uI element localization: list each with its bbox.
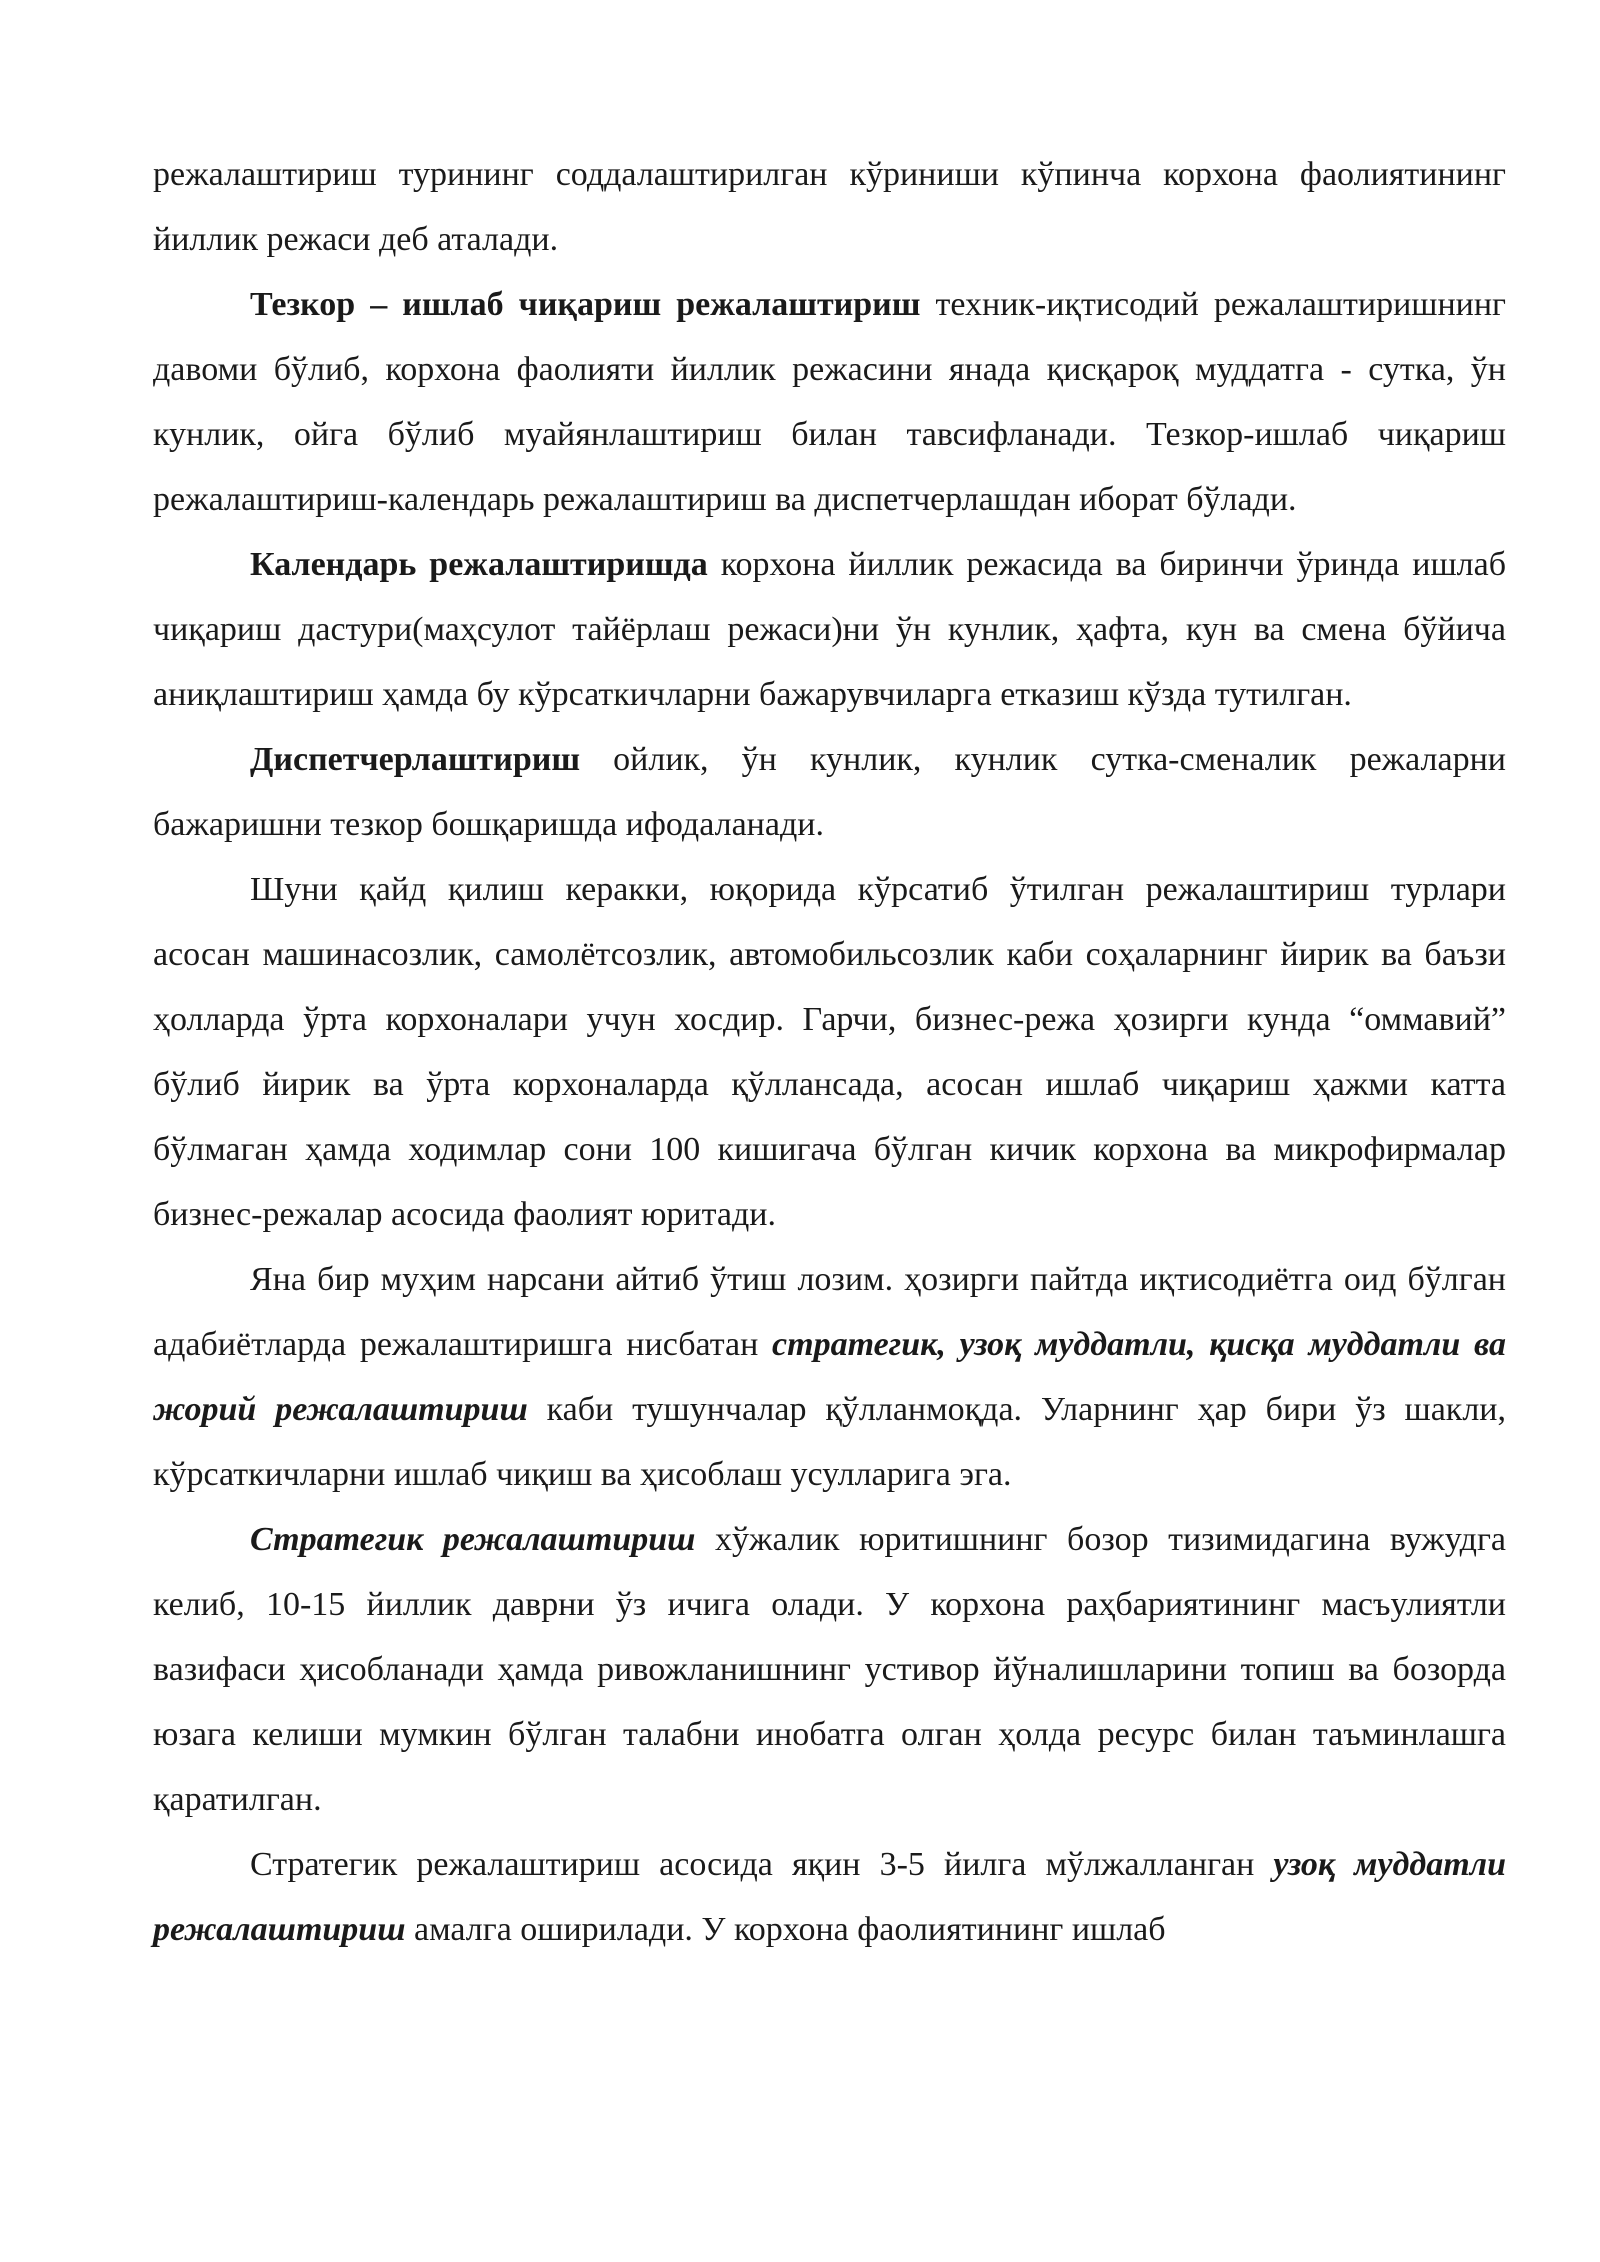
paragraph-text: корхона йиллик режасида ва биринчи ўринда ишлаб чиқариш дастури(маҳсулот тайёрлаш режаси)ни ўн кунлик, ҳафта, кун ва смена бўйича аниқлаштириш ҳамда бу кўрсаткичларни бажарувчиларга етказиш кўзда тутилган. (153, 546, 1506, 713)
paragraph-text: режалаштириш турининг соддалаштирилган кўриниши кўпинча корхона фаолиятининг йиллик режаси деб аталади. (153, 156, 1506, 258)
paragraph-text: Яна бир муҳим нарсани айтиб ўтиш лозим. ҳозирги пайтда иқтисодиётга оид бўлган адабиётларда режалаштиришга нисбатан (153, 1261, 1506, 1363)
term-bold-italic: стратегик, узоқ муддатли, қисқа муддатли ва жорий режалаштириш (153, 1326, 1506, 1428)
paragraph (153, 1507, 1506, 1832)
paragraph (153, 532, 1506, 727)
term-bold: Тезкор – ишлаб чиқариш режалаштириш (250, 286, 921, 323)
term-bold-italic: узоқ муддатли режалаштириш (153, 1846, 1506, 1948)
paragraph (153, 1832, 1506, 1962)
paragraph (153, 727, 1506, 857)
paragraph-text: Стратегик режалаштириш асосида яқин 3-5 йилга мўлжалланган (250, 1846, 1274, 1883)
paragraph-text: хўжалик юритишнинг бозор тизимидагина вужудга келиб, 10-15 йиллик даврни ўз ичига олади. У корхона раҳбариятининг масъулиятли вазифаси ҳисобланади ҳамда ривожланишнинг устивор йўналишларини топиш ва бозорда юзага келиши мумкин бўлган талабни инобатга олган ҳолда ресурс билан таъминлашга қаратилган. (153, 1521, 1506, 1818)
paragraph (153, 857, 1506, 1247)
paragraph-text: каби тушунчалар қўлланмоқда. Уларнинг ҳар бири ўз шакли, кўрсаткичларни ишлаб чиқиш ва ҳисоблаш усулларига эга. (153, 1391, 1506, 1493)
document-body (153, 142, 1506, 1962)
paragraph (153, 142, 1506, 272)
paragraph-text: амалга оширилади. У корхона фаолиятининг ишлаб (405, 1911, 1166, 1948)
paragraph-text: ойлик, ўн кунлик, кунлик сутка-сменалик режаларни бажаришни тезкор бошқаришда ифодаланади. (153, 741, 1506, 843)
term-bold: Календарь режалаштиришда (250, 546, 708, 583)
term-bold-italic: Стратегик режалаштириш (250, 1521, 696, 1558)
paragraph (153, 272, 1506, 532)
paragraph (153, 1247, 1506, 1507)
term-bold: Диспетчерлаштириш (250, 741, 581, 778)
paragraph-text: Шуни қайд қилиш керакки, юқорида кўрсатиб ўтилган режалаштириш турлари асосан машинасозлик, самолётсозлик, автомобильсозлик каби соҳаларнинг йирик ва баъзи ҳолларда ўрта корхоналари учун хосдир. Гарчи, бизнес-режа ҳозирги кунда “оммавий” бўлиб йирик ва ўрта корхоналарда қўллансада, асосан ишлаб чиқариш ҳажми катта бўлмаган ҳамда ходимлар сони 100 кишигача бўлган кичик корхона ва микрофирмалар бизнес-режалар асосида фаолият юритади. (153, 871, 1506, 1233)
paragraph-text: техник-иқтисодий режалаштиришнинг давоми бўлиб, корхона фаолияти йиллик режасини янада қисқароқ муддатга - сутка, ўн кунлик, ойга бўлиб муайянлаштириш билан тавсифланади. Тезкор-ишлаб чиқариш режалаштириш-календарь режалаштириш ва диспетчерлашдан иборат бўлади. (153, 286, 1506, 518)
